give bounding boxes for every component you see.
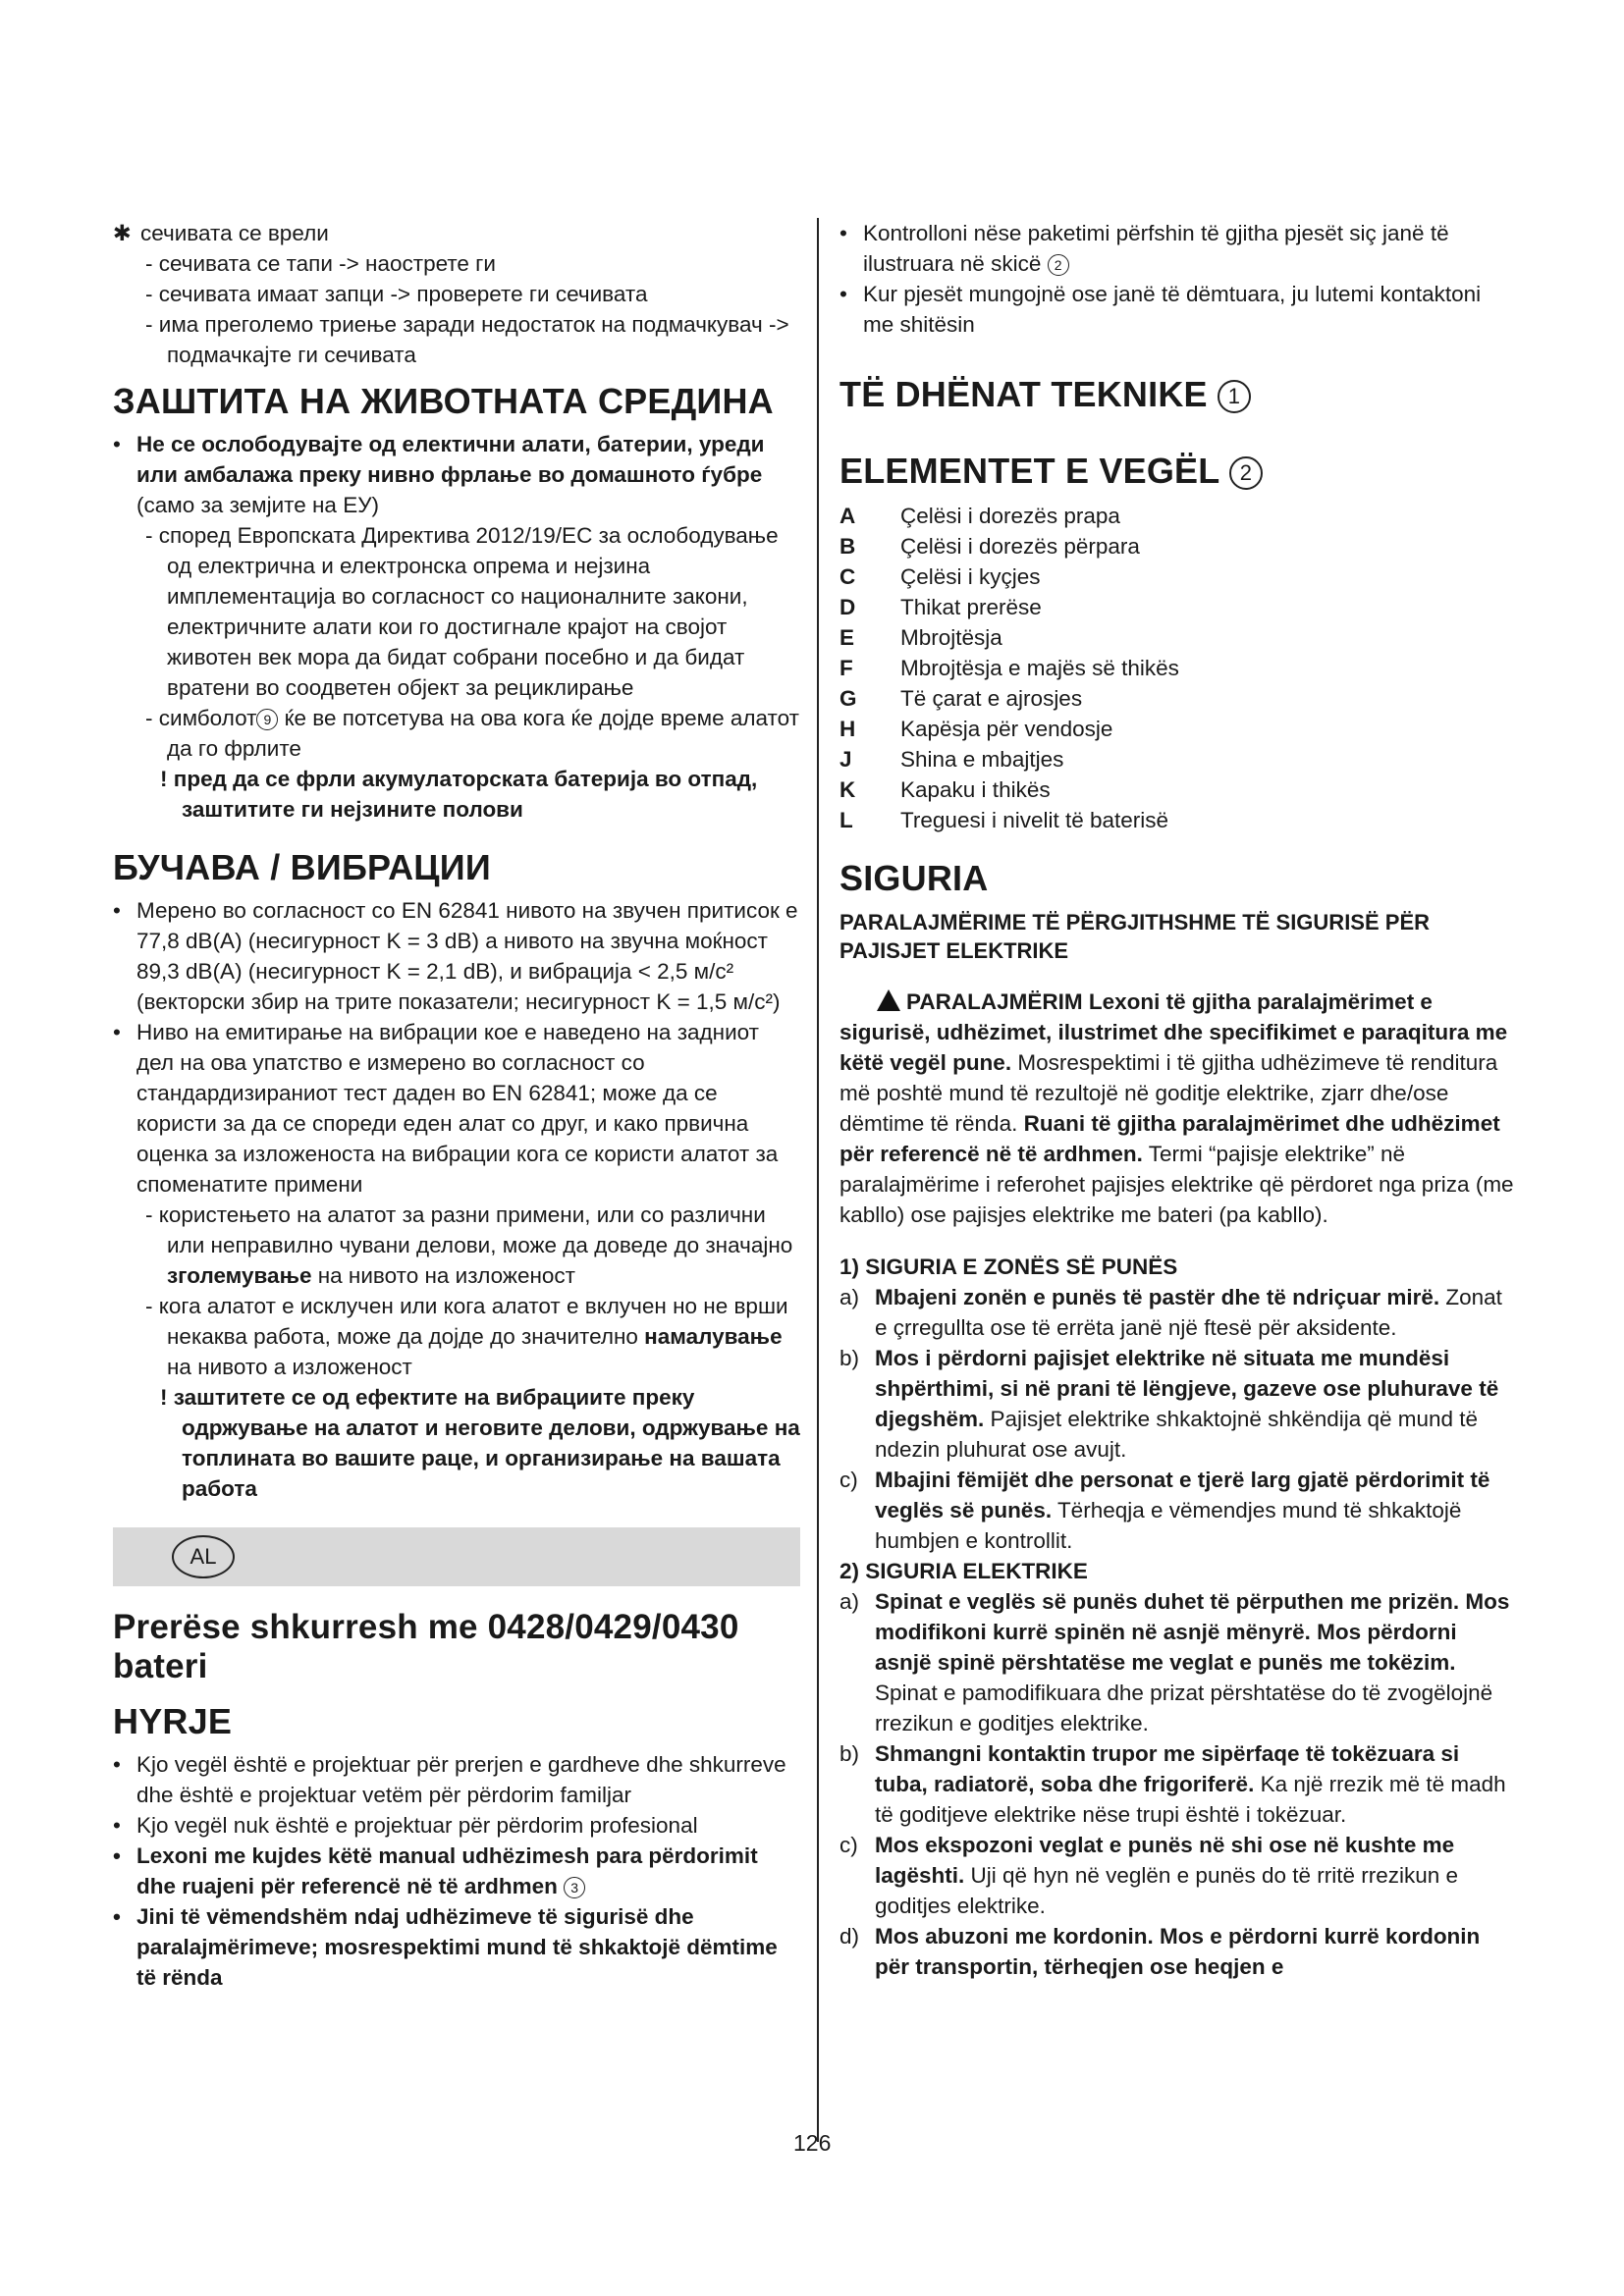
list-item: K Kapaku i thikës	[839, 777, 1051, 802]
env-sub-2: - симболот 9 ќе ве потсетува на ова кога ќе дојде време алатот да го фрлите	[145, 706, 799, 761]
section-1a: a) Mbajeni zonën e punës të pastër dhe të ndriçuar mirë. Zonat e çrregullta ose të errëta janë një ftesë për aksidente.	[839, 1285, 1502, 1340]
elements-list	[839, 501, 1517, 835]
page-number: 126	[793, 2130, 832, 2156]
noise-sub-1: - користењето на алатот за разни примени, или со различни или неправилно чувани делови, може да доведе до значајно зголемување на нивото на изложеност	[145, 1202, 793, 1288]
list-item: F Mbrojtësja e majës së thikës	[839, 656, 1179, 680]
section-1-title: 1) SIGURIA E ZONËS SË PUNËS	[839, 1255, 1178, 1279]
safety-subtitle: PARALAJMËRIME TË PËRGJITHSHME TË SIGURISË PËR PAJISJET ELEKTRIKE	[839, 910, 1431, 963]
general-warning: PARALAJMËRIM Lexoni të gjitha paralajmërimet e sigurisë, udhëzimet, ilustrimet dhe specifikimet e paraqitura me këtë vegël pune. Mosrespektimi i të gjitha udhëzimeve të renditura më poshtë mund të rezultojë në goditje elektrike, zjarr dhe/ose dëmtime të rënda. Ruani të gjitha paralajmërimet dhe udhëzimet për referencë në të ardhmen. Termi “pajisje elektrike” në paralajmërime i referohet pajisjes elektrike që përdoret nga priza (me kabllo) ose pajisjes elektrike me bateri (pa kabllo).	[839, 989, 1514, 1227]
list-item: A Çelësi i dorezës prapa	[839, 504, 1120, 528]
mk-list-item: - сечивата имаат запци -> проверете ги сечивата	[145, 282, 648, 306]
package-bullet-2: • Kur pjesët mungojnë ose janë të dëmtuara, ju lutemi kontaktoni me shitësin	[839, 282, 1482, 337]
list-item: D Thikat prerëse	[839, 595, 1042, 619]
intro-title: HYRJE	[113, 1701, 233, 1741]
column-divider	[817, 218, 819, 2142]
warning-triangle-icon	[877, 989, 900, 1011]
intro-bullet-2: • Kjo vegël nuk është e projektuar për përdorim profesional	[113, 1813, 698, 1838]
env-warning: ! пред да се фрли акумулаторската батерија во отпад, заштитите ги нејзините полови	[160, 767, 758, 822]
noise-bullet-2: • Ниво на емитирање на вибрации кое е наведено на задниот дел на ова упатство е измерено во согласност со стандардизираниот тест даден во EN 62841; може да се користи за да се спореди еден алат со друг, и како првична оценка за изложеноста на вибрации кога се користи алатот за споменатите примени	[113, 1020, 779, 1197]
mk-list-item: - сечивата се тапи -> наострете ги	[145, 251, 496, 276]
exclamation-icon: !	[160, 767, 174, 791]
figure-2-ref: 2	[1048, 254, 1069, 276]
noise-title: БУЧАВА / ВИБРАЦИИ	[113, 847, 491, 887]
safety-title: SIGURIA	[839, 858, 989, 898]
section-2-title: 2) SIGURIA ELEKTRIKE	[839, 1559, 1088, 1583]
noise-sub-2: - кога алатот е исклучен или кога алатот е вклучен но не врши некаква работа, може да дојде до значително намалување на нивото а изложеност	[145, 1294, 788, 1379]
figure-1-ref: 1	[1218, 380, 1251, 413]
star-bullet-icon: ✱	[113, 221, 132, 245]
intro-bullet-4: • Jini të vëmendshëm ndaj udhëzimeve të sigurisë dhe paralajmërimeve; mosrespektimi mund të shkaktojë dëmtime të rënda	[113, 1904, 778, 1990]
section-1c: c) Mbajini fëmijët dhe personat e tjerë larg gjatë përdorimit të veglës së punës. Tërheqja e vëmendjes mund të shkaktojë humbjen e kontrollit.	[839, 1468, 1490, 1553]
exclamation-icon: !	[160, 1385, 174, 1410]
list-item: B Çelësi i dorezës përpara	[839, 534, 1140, 559]
language-badge: AL	[172, 1535, 235, 1578]
list-item: G Të çarat e ajrosjes	[839, 686, 1083, 711]
figure-2-ref: 2	[1229, 456, 1263, 490]
list-item: L Treguesi i nivelit të baterisë	[839, 808, 1169, 832]
figure-3-ref: 3	[564, 1877, 585, 1898]
left-column	[113, 218, 800, 1993]
section-2c: c) Mos ekspozoni veglat e punës në shi ose në kushte me lagështi. Uji që hyn në veglën e punës do të rritë rrezikun e goditjes elektrike.	[839, 1833, 1459, 1918]
section-1b: b) Mos i përdorni pajisjet elektrike në situata me mundësi shpërthimi, si në prani të lëngjeve, gazeve ose pluhurave të djegshëm. Pajisjet elektrike shkaktojnë shkëndija që mund të ndezin pluhurat ose avujt.	[839, 1346, 1499, 1462]
list-item: C Çelësi i kyçjes	[839, 564, 1041, 589]
section-2b: b) Shmangni kontaktin trupor me sipërfaqe të tokëzuara si tuba, radiatorë, soba dhe frigoriferë. Ka një rrezik më të madh të goditjeve elektrike nëse trupi është i tokëzuar.	[839, 1741, 1506, 1827]
intro-bullet-3: • Lexoni me kujdes këtë manual udhëzimesh para përdorimit dhe ruajeni për referencë në të ardhmen 3	[113, 1843, 758, 1898]
figure-9-ref: 9	[256, 709, 278, 730]
env-title: ЗАШТИТА НА ЖИВОТНАТА СРЕДИНА	[113, 381, 774, 421]
list-item: J Shina e mbajtjes	[839, 747, 1064, 772]
noise-bullet-1: • Мерено во согласност со EN 62841 нивото на звучен притисок е 77,8 dB(A) (несигурност K = 3 dB) а нивото на звучна моќност 89,3 dB(A) (несигурност K = 2,1 dB), и вибрација < 2,5 м/с² (векторски збир на трите показатели; несигурност K = 1,5 м/с²)	[113, 898, 798, 1014]
env-sub-1: - според Европската Директива 2012/19/ЕС за ослободување од електрична и електронска опрема и нејзина имплементација во согласност со националните закони, електричните алати кои го достигнале крајот на својот животен век мора да бидат собрани посебно и да бидат вратени во соодветен објект за рециклирање	[145, 523, 779, 700]
product-title: Prerëse shkurresh me 0428/0429/0430 bateri	[113, 1608, 739, 1685]
intro-bullet-1: • Kjo vegël është e projektuar për prerjen e gardheve dhe shkurreve dhe është e projektuar vetëm për përdorim familjar	[113, 1752, 786, 1807]
tech-data-title: TË DHËNAT TEKNIKE 1	[839, 373, 1517, 416]
list-item: E Mbrojtësja	[839, 625, 1002, 650]
section-2d: d) Mos abuzoni me kordonin. Mos e përdorni kurrë kordonin për transportin, tërheqjen ose heqjen e	[839, 1924, 1481, 1979]
language-bar	[113, 1527, 800, 1586]
right-column	[839, 218, 1517, 1982]
list-item: H Kapësja për vendosje	[839, 717, 1113, 741]
env-bullet: • Не се ослободувајте од електични алати, батерии, уреди или амбалажа преку нивно фрлање во домашното ѓубре (само за земјите на ЕУ)	[113, 432, 765, 517]
section-2a: a) Spinat e veglës së punës duhet të përputhen me prizën. Mos modifikoni kurrë spinën në asnjë mënyrë. Mos përdorni asnjë spinë përshtatëse me veglat e punës me tokëzim. Spinat e pamodifikuara dhe prizat përshtatëse do të zvogëlojnë rrezikun e goditjes elektrike.	[839, 1589, 1510, 1735]
noise-warning: ! заштитете се од ефектите на вибрациите преку одржување на алатот и неговите делови, одржување на топлината во вашите раце, и организирање на вашата работа	[160, 1385, 800, 1501]
package-bullet-1: • Kontrolloni nëse paketimi përfshin të gjitha pjesët siç janë të ilustruara në skicë 2	[839, 221, 1449, 276]
elements-title: ELEMENTET E VEGËL 2	[839, 450, 1517, 493]
mk-list-item: ✱ сечивата се врели	[113, 218, 800, 248]
mk-list-item: - има преголемо триење заради недостаток на подмачкувач -> подмачкајте ги сечивата	[145, 312, 789, 367]
